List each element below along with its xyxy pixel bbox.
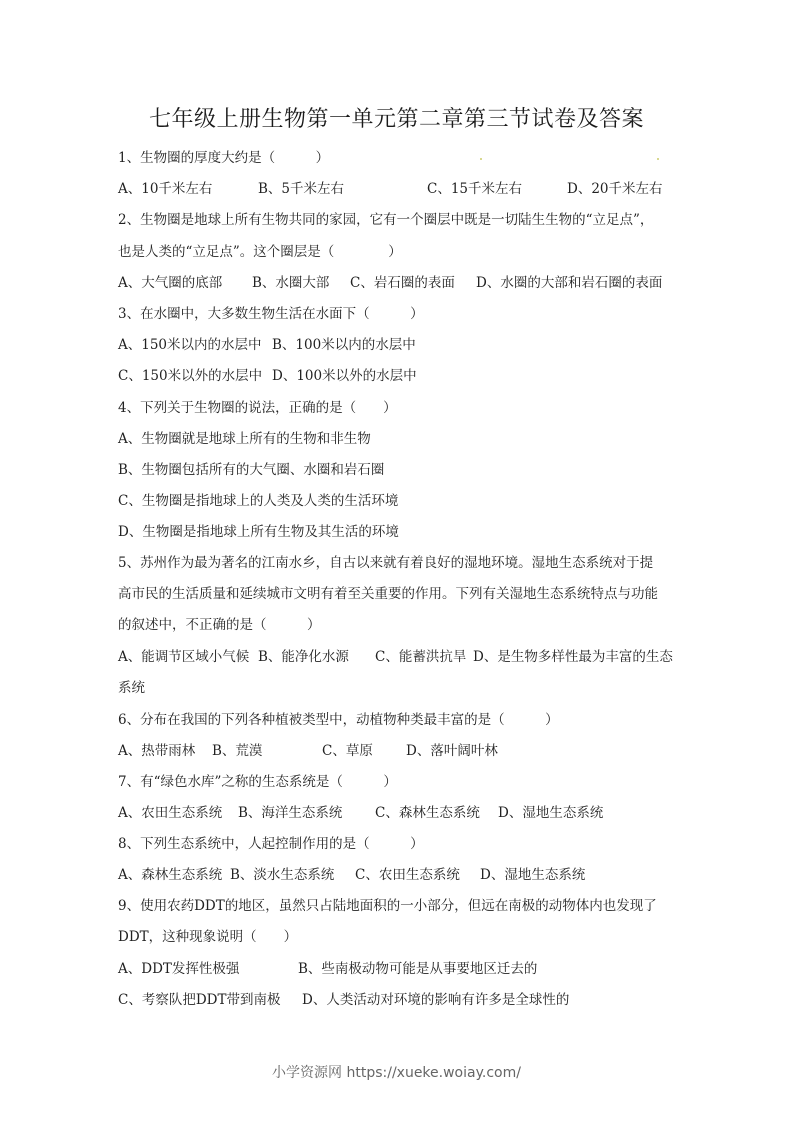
page-title: 七年级上册生物第一单元第二章第三节试卷及答案	[148, 107, 644, 132]
question-6-option-b: B、荒漠	[212, 743, 263, 759]
question-9-stem-line-1: 9、使用农药DDT的地区，虽然只占陆地面积的一小部分，但远在南极的动物体内也发现了	[118, 898, 657, 914]
question-8-option-c: C、农田生态系统	[355, 867, 460, 883]
question-9-stem-line-2: DDT，这种现象说明（ ）	[118, 929, 298, 945]
question-8-option-d: D、湿地生态系统	[480, 867, 586, 883]
question-5-option-c: C、能蓄洪抗旱	[375, 649, 467, 665]
question-8-stem: 8、下列生态系统中，人起控制作用的是（ ）	[118, 836, 424, 852]
question-3-option-d: D、100米以外的水层中	[272, 368, 417, 384]
question-2-option-b: B、水圈大部	[252, 275, 330, 291]
question-1-option-a: A、10千米左右	[118, 181, 213, 197]
question-5-option-d: D、是生物多样性最为丰富的生态	[473, 649, 673, 665]
question-7-stem: 7、有“绿色水库”之称的生态系统是（ ）	[118, 774, 397, 790]
question-5-stem-line-2: 高市民的生活质量和延续城市文明有着至关重要的作用。下列有关湿地生态系统特点与功能	[118, 586, 658, 602]
question-4-option-c: C、生物圈是指地球上的人类及人类的生活环境	[118, 493, 399, 509]
question-3-option-b: B、100米以内的水层中	[272, 337, 416, 353]
question-5-stem-line-1: 5、苏州作为最为著名的江南水乡，自古以来就有着良好的湿地环境。湿地生态系统对于提	[118, 555, 654, 571]
question-5-option-d-continued: 系统	[118, 680, 145, 696]
question-3-option-c: C、150米以外的水层中	[118, 368, 263, 384]
question-4-stem: 4、下列关于生物圈的说法，正确的是（ ）	[118, 400, 397, 416]
question-6-option-d: D、落叶阔叶林	[406, 743, 498, 759]
question-8-option-b: B、淡水生态系统	[230, 867, 335, 883]
question-9-option-c: C、考察队把DDT带到南极	[118, 992, 281, 1008]
question-8-option-a: A、森林生态系统	[118, 867, 223, 883]
question-6-stem: 6、分布在我国的下列各种植被类型中，动植物种类最丰富的是（ ）	[118, 712, 559, 728]
question-9-option-a: A、DDT发挥性极强	[118, 961, 240, 977]
question-7-option-b: B、海洋生态系统	[238, 805, 343, 821]
question-5-stem-line-3: 的叙述中，不正确的是（ ）	[118, 617, 321, 633]
scan-speck	[480, 158, 482, 160]
question-2-stem-line-2: 也是人类的“立足点”。这个圈层是（ ）	[118, 244, 402, 260]
question-3-stem: 3、在水圈中，大多数生物生活在水面下（ ）	[118, 306, 424, 322]
question-9-option-b: B、些南极动物可能是从事要地区迁去的	[298, 961, 538, 977]
scan-speck	[657, 158, 659, 160]
question-3-option-a: A、150米以内的水层中	[118, 337, 262, 353]
question-7-option-d: D、湿地生态系统	[498, 805, 604, 821]
question-5-option-a: A、能调节区域小气候	[118, 649, 250, 665]
question-7-option-c: C、森林生态系统	[375, 805, 480, 821]
question-4-option-a: A、生物圈就是地球上所有的生物和非生物	[118, 431, 371, 447]
footer-watermark: 小学资源网 https://xueke.woiay.com/	[272, 1065, 521, 1081]
question-9-option-d: D、人类活动对环境的影响有许多是全球性的	[302, 992, 570, 1008]
question-2-option-d: D、水圈的大部和岩石圈的表面	[476, 275, 663, 291]
question-1-option-b: B、5千米左右	[258, 181, 345, 197]
question-2-option-c: C、岩石圈的表面	[350, 275, 455, 291]
question-4-option-b: B、生物圈包括所有的大气圈、水圈和岩石圈	[118, 462, 385, 478]
question-2-option-a: A、大气圈的底部	[118, 275, 223, 291]
question-6-option-a: A、热带雨林	[118, 743, 196, 759]
question-4-option-d: D、生物圈是指地球上所有生物及其生活的环境	[118, 524, 399, 540]
question-7-option-a: A、农田生态系统	[118, 805, 223, 821]
question-5-option-b: B、能净化水源	[258, 649, 349, 665]
question-6-option-c: C、草原	[322, 743, 373, 759]
question-1-option-d: D、20千米左右	[567, 181, 663, 197]
question-1-stem: 1、生物圈的厚度大约是（ ）	[118, 150, 330, 166]
question-1-option-c: C、15千米左右	[427, 181, 523, 197]
question-2-stem-line-1: 2、生物圈是地球上所有生物共同的家园，它有一个圈层中既是一切陆生生物的“立足点”，	[118, 212, 654, 228]
